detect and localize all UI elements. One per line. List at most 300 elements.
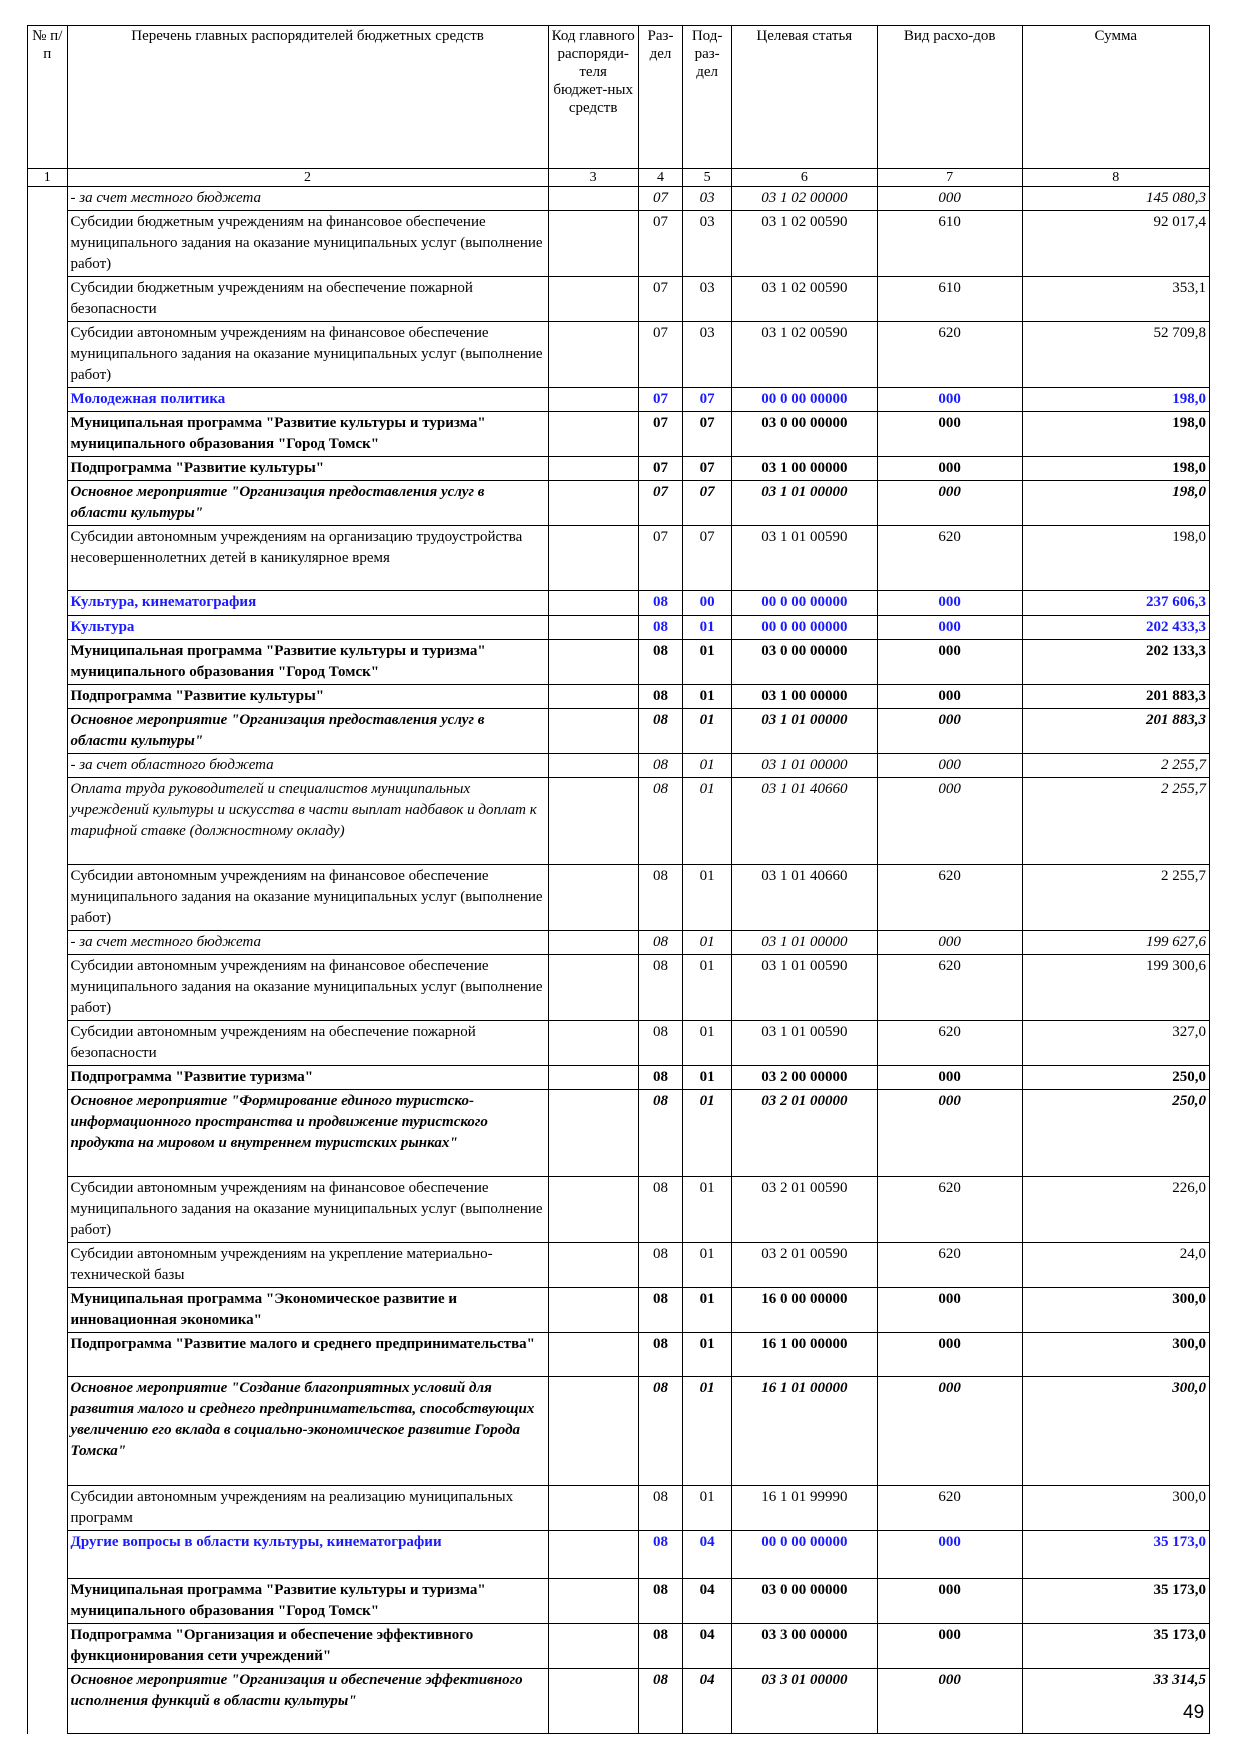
table-row — [28, 640, 1210, 685]
row-razdel-cell: 08 — [638, 1177, 683, 1243]
row-razdel-cell: 08 — [638, 1624, 683, 1669]
row-summa-cell: 250,0 — [1022, 1090, 1209, 1177]
header-name: Перечень главных распорядителей бюджетных средств — [67, 26, 548, 169]
row-podrazdel-cell: 01 — [683, 1066, 732, 1090]
row-name-cell: Субсидии бюджетным учреждениям на финансовое обеспечение муниципального задания на оказание муниципальных услуг (выполнение работ) — [67, 211, 548, 277]
row-vid-cell: 620 — [877, 322, 1022, 388]
row-name-cell: - за счет областного бюджета — [67, 754, 548, 778]
row-name-cell: Муниципальная программа "Развитие культуры и туризма" муниципального образования "Город Томск" — [67, 1579, 548, 1624]
row-celevaya-cell: 03 0 00 00000 — [731, 1579, 877, 1624]
row-celevaya-cell: 03 1 00 00000 — [731, 685, 877, 709]
row-code-cell — [548, 412, 638, 457]
row-name-cell: Основное мероприятие "Формирование единого туристско-информационного пространства и продвижение туристского продукта на мировом и внутреннем туристских рынках" — [67, 1090, 548, 1177]
table-row — [28, 388, 1210, 412]
row-podrazdel-cell: 01 — [683, 1021, 732, 1066]
table-row — [28, 1531, 1210, 1579]
row-number-cell — [28, 1624, 68, 1669]
row-podrazdel-cell: 00 — [683, 591, 732, 616]
row-vid-cell: 000 — [877, 754, 1022, 778]
row-code-cell — [548, 388, 638, 412]
row-vid-cell: 000 — [877, 709, 1022, 754]
row-celevaya-cell: 03 1 02 00590 — [731, 211, 877, 277]
col-number: 7 — [877, 169, 1022, 187]
row-number-cell — [28, 1090, 68, 1177]
table-row — [28, 1177, 1210, 1243]
row-code-cell — [548, 1243, 638, 1288]
row-name-cell: Субсидии автономным учреждениям на обеспечение пожарной безопасности — [67, 1021, 548, 1066]
header-num: № п/п — [28, 26, 68, 169]
row-vid-cell: 000 — [877, 412, 1022, 457]
row-number-cell — [28, 388, 68, 412]
row-razdel-cell: 08 — [638, 709, 683, 754]
row-name-cell: Субсидии бюджетным учреждениям на обеспечение пожарной безопасности — [67, 277, 548, 322]
row-vid-cell: 000 — [877, 1531, 1022, 1579]
row-number-cell — [28, 322, 68, 388]
row-code-cell — [548, 616, 638, 640]
row-name-cell: Подпрограмма "Организация и обеспечение эффективного функционирования сети учреждений" — [67, 1624, 548, 1669]
row-code-cell — [548, 1624, 638, 1669]
row-code-cell — [548, 187, 638, 211]
row-celevaya-cell: 03 2 01 00000 — [731, 1090, 877, 1177]
row-number-cell — [28, 1486, 68, 1531]
row-summa-cell: 145 080,3 — [1022, 187, 1209, 211]
row-vid-cell: 620 — [877, 1486, 1022, 1531]
row-code-cell — [548, 778, 638, 865]
table-row — [28, 1090, 1210, 1177]
row-vid-cell: 620 — [877, 1021, 1022, 1066]
row-code-cell — [548, 1177, 638, 1243]
row-code-cell — [548, 1021, 638, 1066]
row-name-cell: Муниципальная программа "Развитие культуры и туризма" муниципального образования "Город Томск" — [67, 640, 548, 685]
row-code-cell — [548, 1333, 638, 1377]
table-row — [28, 754, 1210, 778]
row-razdel-cell: 08 — [638, 1486, 683, 1531]
table-row — [28, 1486, 1210, 1531]
row-razdel-cell: 07 — [638, 526, 683, 591]
row-code-cell — [548, 955, 638, 1021]
row-summa-cell: 250,0 — [1022, 1066, 1209, 1090]
row-celevaya-cell: 03 1 01 00590 — [731, 526, 877, 591]
row-summa-cell: 300,0 — [1022, 1288, 1209, 1333]
row-vid-cell: 620 — [877, 526, 1022, 591]
row-podrazdel-cell: 01 — [683, 1333, 732, 1377]
table-row — [28, 1333, 1210, 1377]
row-razdel-cell: 08 — [638, 640, 683, 685]
row-podrazdel-cell: 01 — [683, 955, 732, 1021]
row-celevaya-cell: 03 1 01 00590 — [731, 955, 877, 1021]
row-celevaya-cell: 03 1 02 00000 — [731, 187, 877, 211]
row-razdel-cell: 08 — [638, 955, 683, 1021]
row-podrazdel-cell: 01 — [683, 640, 732, 685]
row-code-cell — [548, 1579, 638, 1624]
row-code-cell — [548, 754, 638, 778]
row-celevaya-cell: 03 1 01 00000 — [731, 709, 877, 754]
row-number-cell — [28, 591, 68, 616]
row-number-cell — [28, 616, 68, 640]
row-razdel-cell: 08 — [638, 685, 683, 709]
row-name-cell: Подпрограмма "Развитие культуры" — [67, 685, 548, 709]
row-name-cell: Оплата труда руководителей и специалистов муниципальных учреждений культуры и искусства в части выплат надбавок и доплат к тарифной ставке (должностному окладу) — [67, 778, 548, 865]
row-celevaya-cell: 00 0 00 00000 — [731, 591, 877, 616]
row-number-cell — [28, 955, 68, 1021]
row-name-cell: - за счет местного бюджета — [67, 187, 548, 211]
row-podrazdel-cell: 01 — [683, 709, 732, 754]
row-celevaya-cell: 03 1 01 00000 — [731, 931, 877, 955]
row-name-cell: Основное мероприятие "Организация и обеспечение эффективного исполнения функций в области культуры" — [67, 1669, 548, 1734]
row-name-cell: Культура — [67, 616, 548, 640]
row-razdel-cell: 08 — [638, 1531, 683, 1579]
row-podrazdel-cell: 04 — [683, 1579, 732, 1624]
table-row — [28, 481, 1210, 526]
row-summa-cell: 2 255,7 — [1022, 865, 1209, 931]
row-number-cell — [28, 277, 68, 322]
row-razdel-cell: 07 — [638, 277, 683, 322]
table-row — [28, 187, 1210, 211]
table-row — [28, 709, 1210, 754]
table-row — [28, 457, 1210, 481]
row-celevaya-cell: 03 3 01 00000 — [731, 1669, 877, 1734]
row-vid-cell: 000 — [877, 1333, 1022, 1377]
row-summa-cell: 198,0 — [1022, 481, 1209, 526]
row-podrazdel-cell: 03 — [683, 322, 732, 388]
row-name-cell: Субсидии автономным учреждениям на организацию трудоустройства несовершеннолетних детей в каникулярное время — [67, 526, 548, 591]
row-number-cell — [28, 1177, 68, 1243]
table-row — [28, 1377, 1210, 1486]
row-celevaya-cell: 16 1 01 00000 — [731, 1377, 877, 1486]
row-name-cell: Основное мероприятие "Создание благоприятных условий для развития малого и среднего предпринимательства, способствующих увеличению его вклада в социально-экономическое развитие Города Томска" — [67, 1377, 548, 1486]
row-name-cell: Субсидии автономным учреждениям на финансовое обеспечение муниципального задания на оказание муниципальных услуг (выполнение работ) — [67, 865, 548, 931]
row-number-cell — [28, 412, 68, 457]
row-name-cell: Муниципальная программа "Экономическое развитие и инновационная экономика" — [67, 1288, 548, 1333]
row-summa-cell: 226,0 — [1022, 1177, 1209, 1243]
header-podrazdel: Под-раз-дел — [683, 26, 732, 169]
row-vid-cell: 000 — [877, 616, 1022, 640]
row-vid-cell: 000 — [877, 640, 1022, 685]
row-name-cell: - за счет местного бюджета — [67, 931, 548, 955]
row-vid-cell: 000 — [877, 481, 1022, 526]
row-code-cell — [548, 1486, 638, 1531]
row-podrazdel-cell: 04 — [683, 1531, 732, 1579]
row-code-cell — [548, 640, 638, 685]
row-number-cell — [28, 211, 68, 277]
row-celevaya-cell: 03 1 01 00590 — [731, 1021, 877, 1066]
row-name-cell: Основное мероприятие "Организация предоставления услуг в области культуры" — [67, 709, 548, 754]
row-vid-cell: 000 — [877, 457, 1022, 481]
row-podrazdel-cell: 07 — [683, 388, 732, 412]
row-podrazdel-cell: 01 — [683, 931, 732, 955]
row-code-cell — [548, 1531, 638, 1579]
row-summa-cell: 300,0 — [1022, 1333, 1209, 1377]
row-podrazdel-cell: 01 — [683, 1377, 732, 1486]
row-podrazdel-cell: 01 — [683, 1288, 732, 1333]
row-number-cell — [28, 1531, 68, 1579]
row-celevaya-cell: 03 1 01 40660 — [731, 865, 877, 931]
row-podrazdel-cell: 01 — [683, 616, 732, 640]
row-vid-cell: 000 — [877, 1377, 1022, 1486]
row-vid-cell: 000 — [877, 931, 1022, 955]
row-name-cell: Подпрограмма "Развитие туризма" — [67, 1066, 548, 1090]
row-name-cell: Субсидии автономным учреждениям на финансовое обеспечение муниципального задания на оказание муниципальных услуг (выполнение работ) — [67, 322, 548, 388]
row-podrazdel-cell: 01 — [683, 685, 732, 709]
table-row — [28, 1243, 1210, 1288]
col-number: 4 — [638, 169, 683, 187]
row-vid-cell: 620 — [877, 1243, 1022, 1288]
row-vid-cell: 000 — [877, 1669, 1022, 1734]
row-vid-cell: 000 — [877, 1066, 1022, 1090]
row-razdel-cell: 07 — [638, 481, 683, 526]
row-razdel-cell: 08 — [638, 1066, 683, 1090]
row-number-cell — [28, 457, 68, 481]
row-razdel-cell: 08 — [638, 591, 683, 616]
row-podrazdel-cell: 03 — [683, 187, 732, 211]
row-vid-cell: 000 — [877, 591, 1022, 616]
row-code-cell — [548, 591, 638, 616]
row-summa-cell: 327,0 — [1022, 1021, 1209, 1066]
row-number-cell — [28, 1333, 68, 1377]
table-row — [28, 211, 1210, 277]
row-number-cell — [28, 778, 68, 865]
row-celevaya-cell: 16 1 00 00000 — [731, 1333, 877, 1377]
row-code-cell — [548, 481, 638, 526]
row-razdel-cell: 07 — [638, 457, 683, 481]
row-summa-cell: 24,0 — [1022, 1243, 1209, 1288]
row-celevaya-cell: 03 1 00 00000 — [731, 457, 877, 481]
row-razdel-cell: 08 — [638, 778, 683, 865]
row-celevaya-cell: 03 2 00 00000 — [731, 1066, 877, 1090]
row-razdel-cell: 08 — [638, 1579, 683, 1624]
row-celevaya-cell: 03 2 01 00590 — [731, 1177, 877, 1243]
row-celevaya-cell: 03 1 01 00000 — [731, 754, 877, 778]
row-razdel-cell: 07 — [638, 187, 683, 211]
row-podrazdel-cell: 01 — [683, 865, 732, 931]
table-row — [28, 1579, 1210, 1624]
row-celevaya-cell: 03 0 00 00000 — [731, 640, 877, 685]
row-vid-cell: 610 — [877, 211, 1022, 277]
row-code-cell — [548, 1288, 638, 1333]
row-name-cell: Другие вопросы в области культуры, кинематографии — [67, 1531, 548, 1579]
row-razdel-cell: 08 — [638, 1090, 683, 1177]
row-code-cell — [548, 931, 638, 955]
row-number-cell — [28, 1288, 68, 1333]
row-razdel-cell: 08 — [638, 1243, 683, 1288]
row-razdel-cell: 08 — [638, 931, 683, 955]
table-row — [28, 685, 1210, 709]
row-celevaya-cell: 03 3 00 00000 — [731, 1624, 877, 1669]
row-razdel-cell: 08 — [638, 754, 683, 778]
row-vid-cell: 000 — [877, 388, 1022, 412]
header-row — [28, 26, 1210, 169]
row-summa-cell: 198,0 — [1022, 412, 1209, 457]
row-celevaya-cell: 03 0 00 00000 — [731, 412, 877, 457]
row-summa-cell: 202 433,3 — [1022, 616, 1209, 640]
row-vid-cell: 000 — [877, 187, 1022, 211]
row-code-cell — [548, 1377, 638, 1486]
row-vid-cell: 620 — [877, 1177, 1022, 1243]
row-summa-cell: 237 606,3 — [1022, 591, 1209, 616]
row-code-cell — [548, 685, 638, 709]
row-razdel-cell: 07 — [638, 412, 683, 457]
row-razdel-cell: 07 — [638, 388, 683, 412]
row-summa-cell: 300,0 — [1022, 1486, 1209, 1531]
row-celevaya-cell: 16 1 01 99990 — [731, 1486, 877, 1531]
table-row — [28, 778, 1210, 865]
row-summa-cell: 353,1 — [1022, 277, 1209, 322]
row-razdel-cell: 08 — [638, 1669, 683, 1734]
row-number-cell — [28, 709, 68, 754]
table-row — [28, 1066, 1210, 1090]
row-vid-cell: 000 — [877, 1090, 1022, 1177]
row-podrazdel-cell: 04 — [683, 1624, 732, 1669]
col-number: 2 — [67, 169, 548, 187]
row-summa-cell: 35 173,0 — [1022, 1579, 1209, 1624]
row-celevaya-cell: 03 1 01 40660 — [731, 778, 877, 865]
row-code-cell — [548, 457, 638, 481]
row-number-cell — [28, 526, 68, 591]
column-numbers-row — [28, 169, 1210, 187]
col-number: 3 — [548, 169, 638, 187]
row-name-cell: Субсидии автономным учреждениям на финансовое обеспечение муниципального задания на оказание муниципальных услуг (выполнение работ) — [67, 955, 548, 1021]
row-summa-cell: 198,0 — [1022, 526, 1209, 591]
row-summa-cell: 198,0 — [1022, 388, 1209, 412]
row-razdel-cell: 08 — [638, 616, 683, 640]
col-number: 5 — [683, 169, 732, 187]
row-podrazdel-cell: 07 — [683, 412, 732, 457]
row-razdel-cell: 07 — [638, 322, 683, 388]
row-podrazdel-cell: 07 — [683, 481, 732, 526]
row-vid-cell: 000 — [877, 1624, 1022, 1669]
table-row — [28, 865, 1210, 931]
header-razdel: Раз-дел — [638, 26, 683, 169]
row-podrazdel-cell: 01 — [683, 778, 732, 865]
row-celevaya-cell: 00 0 00 00000 — [731, 1531, 877, 1579]
row-name-cell: Молодежная политика — [67, 388, 548, 412]
table-row — [28, 616, 1210, 640]
row-razdel-cell: 08 — [638, 1377, 683, 1486]
row-code-cell — [548, 709, 638, 754]
table-row — [28, 955, 1210, 1021]
row-summa-cell: 92 017,4 — [1022, 211, 1209, 277]
header-celevaya: Целевая статья — [731, 26, 877, 169]
col-number: 8 — [1022, 169, 1209, 187]
row-name-cell: Основное мероприятие "Организация предоставления услуг в области культуры" — [67, 481, 548, 526]
row-number-cell — [28, 1066, 68, 1090]
row-podrazdel-cell: 03 — [683, 277, 732, 322]
row-summa-cell: 199 300,6 — [1022, 955, 1209, 1021]
row-name-cell: Муниципальная программа "Развитие культуры и туризма" муниципального образования "Город Томск" — [67, 412, 548, 457]
row-number-cell — [28, 481, 68, 526]
row-code-cell — [548, 865, 638, 931]
row-number-cell — [28, 1243, 68, 1288]
row-name-cell: Субсидии автономным учреждениям на реализацию муниципальных программ — [67, 1486, 548, 1531]
row-podrazdel-cell: 01 — [683, 1486, 732, 1531]
row-code-cell — [548, 322, 638, 388]
row-summa-cell: 201 883,3 — [1022, 709, 1209, 754]
row-summa-cell: 202 133,3 — [1022, 640, 1209, 685]
row-number-cell — [28, 754, 68, 778]
row-number-cell — [28, 1669, 68, 1734]
row-name-cell: Культура, кинематография — [67, 591, 548, 616]
row-podrazdel-cell: 01 — [683, 1243, 732, 1288]
row-celevaya-cell: 00 0 00 00000 — [731, 388, 877, 412]
row-vid-cell: 000 — [877, 1288, 1022, 1333]
table-row — [28, 277, 1210, 322]
row-celevaya-cell: 16 0 00 00000 — [731, 1288, 877, 1333]
row-number-cell — [28, 685, 68, 709]
row-code-cell — [548, 277, 638, 322]
row-name-cell: Субсидии автономным учреждениям на финансовое обеспечение муниципального задания на оказание муниципальных услуг (выполнение работ) — [67, 1177, 548, 1243]
row-celevaya-cell: 03 1 02 00590 — [731, 322, 877, 388]
row-summa-cell: 52 709,8 — [1022, 322, 1209, 388]
row-summa-cell: 199 627,6 — [1022, 931, 1209, 955]
page-number: 49 — [1183, 1702, 1205, 1723]
row-number-cell — [28, 865, 68, 931]
header-vid: Вид расхо-дов — [877, 26, 1022, 169]
row-podrazdel-cell: 01 — [683, 1090, 732, 1177]
row-code-cell — [548, 526, 638, 591]
table-row — [28, 591, 1210, 616]
table-row — [28, 1288, 1210, 1333]
row-vid-cell: 610 — [877, 277, 1022, 322]
row-celevaya-cell: 03 2 01 00590 — [731, 1243, 877, 1288]
table-row — [28, 322, 1210, 388]
row-summa-cell: 300,0 — [1022, 1377, 1209, 1486]
row-celevaya-cell: 03 1 01 00000 — [731, 481, 877, 526]
table-row — [28, 1669, 1210, 1734]
row-podrazdel-cell: 04 — [683, 1669, 732, 1734]
row-number-cell — [28, 931, 68, 955]
row-celevaya-cell: 00 0 00 00000 — [731, 616, 877, 640]
row-code-cell — [548, 1066, 638, 1090]
row-number-cell — [28, 1021, 68, 1066]
row-summa-cell: 33 314,5 — [1022, 1669, 1209, 1734]
row-name-cell: Подпрограмма "Развитие культуры" — [67, 457, 548, 481]
col-number: 1 — [28, 169, 68, 187]
row-razdel-cell: 08 — [638, 1021, 683, 1066]
table-row — [28, 1021, 1210, 1066]
col-number: 6 — [731, 169, 877, 187]
table-row — [28, 412, 1210, 457]
budget-table — [27, 25, 1210, 1734]
row-name-cell: Субсидии автономным учреждениям на укрепление материально-технической базы — [67, 1243, 548, 1288]
row-podrazdel-cell: 03 — [683, 211, 732, 277]
row-code-cell — [548, 1090, 638, 1177]
row-summa-cell: 2 255,7 — [1022, 778, 1209, 865]
row-podrazdel-cell: 01 — [683, 1177, 732, 1243]
row-number-cell — [28, 187, 68, 211]
row-vid-cell: 620 — [877, 955, 1022, 1021]
row-number-cell — [28, 1377, 68, 1486]
table-row — [28, 931, 1210, 955]
row-razdel-cell: 08 — [638, 865, 683, 931]
row-razdel-cell: 08 — [638, 1288, 683, 1333]
row-summa-cell: 201 883,3 — [1022, 685, 1209, 709]
row-number-cell — [28, 640, 68, 685]
row-vid-cell: 000 — [877, 1579, 1022, 1624]
row-vid-cell: 000 — [877, 778, 1022, 865]
row-celevaya-cell: 03 1 02 00590 — [731, 277, 877, 322]
row-number-cell — [28, 1579, 68, 1624]
row-code-cell — [548, 1669, 638, 1734]
row-podrazdel-cell: 07 — [683, 457, 732, 481]
row-vid-cell: 000 — [877, 685, 1022, 709]
row-summa-cell: 198,0 — [1022, 457, 1209, 481]
row-podrazdel-cell: 01 — [683, 754, 732, 778]
row-vid-cell: 620 — [877, 865, 1022, 931]
row-podrazdel-cell: 07 — [683, 526, 732, 591]
row-summa-cell: 2 255,7 — [1022, 754, 1209, 778]
header-summa: Сумма — [1022, 26, 1209, 169]
row-razdel-cell: 07 — [638, 211, 683, 277]
